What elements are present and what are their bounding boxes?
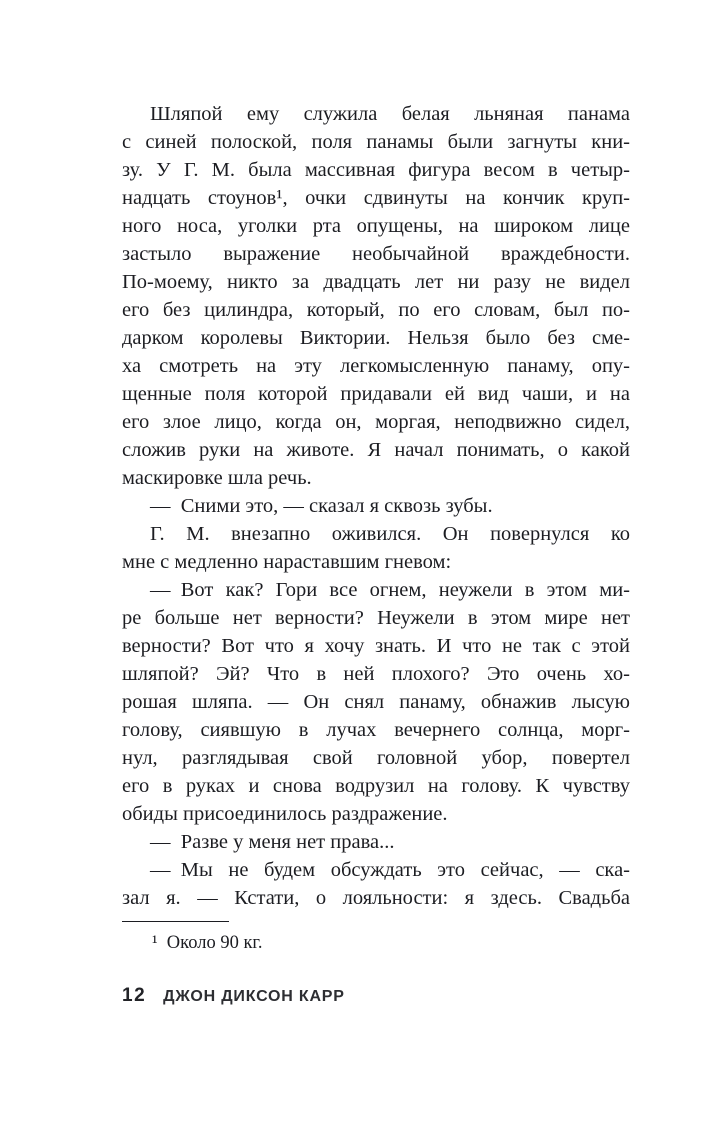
text-line: верности? Вот что я хочу знать. И что не так с этой (122, 635, 630, 657)
footnote: ¹ Около 90 кг. (152, 933, 263, 953)
text-line: обиды присоединилось раздражение. (122, 803, 448, 825)
text-line: зу. У Г. М. была массивная фигура весом в четыр- (122, 159, 630, 181)
text-line: ха смотреть на эту легкомысленную панаму, опу- (122, 355, 630, 377)
footnote-separator (122, 921, 229, 922)
text-line: — Мы не будем обсуждать это сейчас, — ска- (150, 859, 630, 881)
text-line: нул, разглядывая свой головной убор, повертел (122, 747, 630, 769)
text-line: дарком королевы Виктории. Нельзя было без сме- (122, 327, 630, 349)
text-line: — Сними это, — сказал я сквозь зубы. (150, 495, 493, 517)
text-line: его злое лицо, когда он, моргая, неподвижно сидел, (122, 411, 630, 433)
page-text (122, 100, 630, 912)
running-title-author: ДЖОН ДИКСОН КАРР (163, 988, 345, 1005)
text-line: маскировке шла речь. (122, 467, 312, 489)
text-line: зал я. — Кстати, о лояльности: я здесь. Свадьба (122, 887, 630, 909)
text-line: мне с медленно нараставшим гневом: (122, 551, 452, 573)
text-line: ного носа, уголки рта опущены, на широком лице (122, 215, 630, 237)
text-line: застыло выражение необычайной враждебности. (122, 243, 630, 265)
text-line: его в руках и снова водрузил на голову. К чувству (122, 775, 630, 797)
text-line: Шляпой ему служила белая льняная панама (150, 103, 630, 125)
page-footer (122, 985, 345, 1007)
text-line: ре больше нет верности? Неужели в этом мире нет (122, 607, 630, 629)
text-line: Г. М. внезапно оживился. Он повернулся ко (150, 523, 630, 545)
text-line: — Разве у меня нет права... (150, 831, 395, 853)
text-line: — Вот как? Гори все огнем, неужели в этом ми- (150, 579, 630, 601)
text-line: По-моему, никто за двадцать лет ни разу не видел (122, 271, 630, 293)
text-line: рошая шляпа. — Он снял панаму, обнажив лысую (122, 691, 630, 713)
text-line: голову, сиявшую в лучах вечернего солнца, морг- (122, 719, 630, 741)
text-line: с синей полоской, поля панамы были загнуты кни- (122, 131, 630, 153)
text-line: сложив руки на животе. Я начал понимать, о какой (122, 439, 630, 461)
page-number: 12 (122, 985, 147, 1006)
text-line: его без цилиндра, который, по его словам, был по- (122, 299, 630, 321)
text-line: надцать стоунов¹, очки сдвинуты на кончик круп- (122, 187, 630, 209)
text-line: щенные поля которой придавали ей вид чаши, и на (122, 383, 630, 405)
text-line: шляпой? Эй? Что в ней плохого? Это очень хо- (122, 663, 630, 685)
